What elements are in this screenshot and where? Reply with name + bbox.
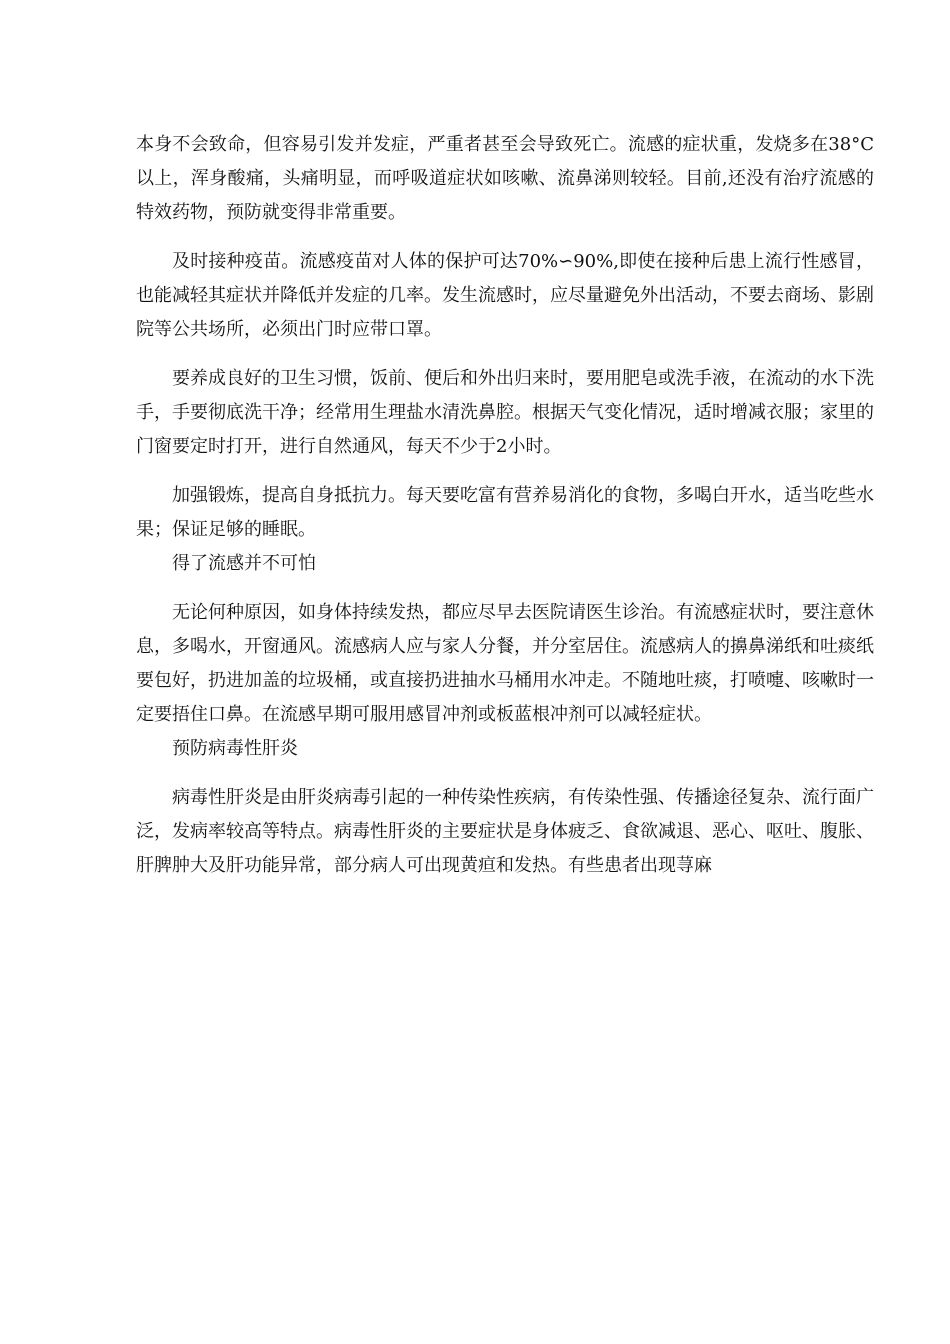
paragraph-flu-treatment: 无论何种原因，如身体持续发热，都应尽早去医院请医生诊治。有流感症状时，要注意休息，多喝水，开窗通风。流感病人应与家人分餐，并分室居住。流感病人的擤鼻涕纸和吐痰纸要包好，扔进加盖的垃圾桶，或直接扔进抽水马桶用水冲走。不随地吐痰，打喷嚏、咳嗽时一定要捂住口鼻。在流感早期可服用感冒冲剂或板蓝根冲剂可以减轻症状。 (136, 602, 874, 725)
paragraph-flu-intro: 本身不会致命，但容易引发并发症，严重者甚至会导致死亡。流感的症状重，发烧多在38°C以上，浑身酸痛，头痛明显，而呼吸道症状如咳嗽、流鼻涕则较轻。目前,还没有治疗流感的特效药物，预防就变得非常重要。 (136, 134, 874, 223)
document-body (136, 128, 874, 883)
paragraph-vaccination: 及时接种疫苗。流感疫苗对人体的保护可达70%∽90%,即使在接种后患上流行性感冒，也能减轻其症状并降低并发症的几率。发生流感时，应尽量避免外出活动，不要去商场、影剧院等公共场所，必须出门时应带口罩。 (136, 251, 874, 340)
paragraph-hygiene: 要养成良好的卫生习惯，饭前、便后和外出归来时，要用肥皂或洗手液，在流动的水下洗手，手要彻底洗干净；经常用生理盐水清洗鼻腔。根据天气变化情况，适时增减衣服；家里的门窗要定时打开，进行自然通风，每天不少于2小时。 (136, 368, 874, 457)
paragraph-hepatitis: 病毒性肝炎是由肝炎病毒引起的一种传染性疾病，有传染性强、传播途径复杂、流行面广泛，发病率较高等特点。病毒性肝炎的主要症状是身体疲乏、食欲减退、恶心、呕吐、腹胀、肝脾肿大及肝功能异常，部分病人可出现黄疸和发热。有些患者出现荨麻 (136, 787, 874, 876)
section-heading-flu-not-scary: 得了流感并不可怕 (172, 553, 316, 574)
section-heading-hepatitis: 预防病毒性肝炎 (172, 738, 298, 759)
paragraph-exercise: 加强锻炼，提高自身抵抗力。每天要吃富有营养易消化的食物，多喝白开水，适当吃些水果；保证足够的睡眠。 (136, 485, 874, 540)
